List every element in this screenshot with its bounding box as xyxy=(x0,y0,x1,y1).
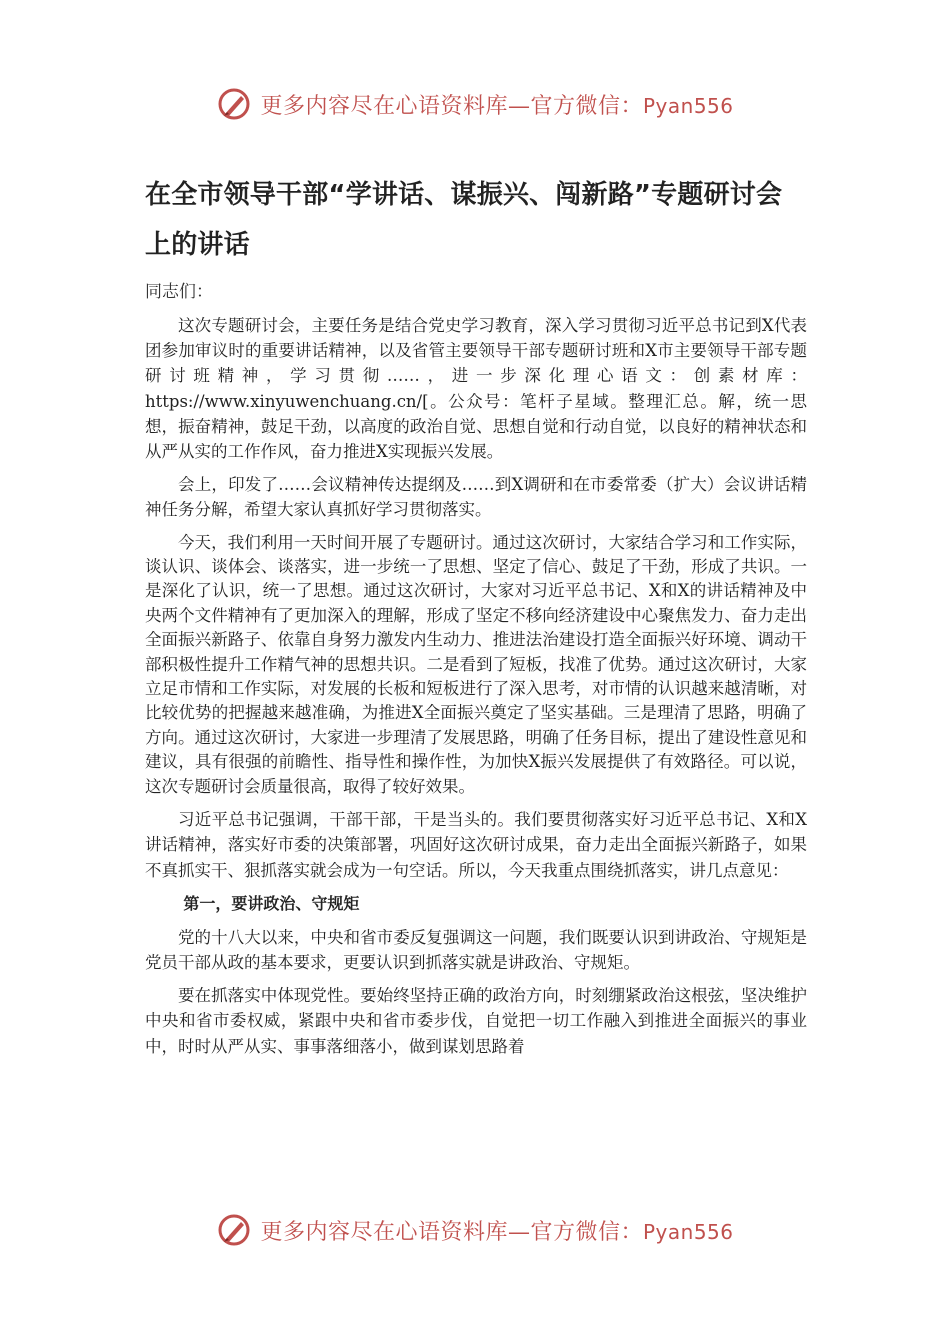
banner-text: 更多内容尽在心语资料库—官方微信：Pyan556 xyxy=(260,93,734,119)
wechat-id: Pyan556 xyxy=(643,1219,734,1244)
pen-seal-icon xyxy=(216,86,252,122)
banner-text: 更多内容尽在心语资料库—官方微信：Pyan556 xyxy=(260,1219,734,1245)
document-body xyxy=(145,170,807,1067)
section-heading: 第一，要讲政治、守规矩 xyxy=(183,893,360,913)
paragraph: 今天，我们利用一天时间开展了专题研讨。通过这次研讨，大家结合学习和工作实际，谈认识、谈体会、谈落实，进一步统一了思想、坚定了信心、鼓足了干劲，形成了共识。一是深化了认识，统一了思想。通过这次研讨，大家对习近平总书记、X和X的讲话精神及中央两个文件精神有了更加深入的理解，形成了坚定不移向经济建设中心聚焦发力、奋力走出全面振兴新路子、依靠自身努力激发内生动力、推进法治建设打造全面振兴好环境、调动干部积极性提升工作精气神的思想共识。二是看到了短板，找准了优势。通过这次研讨，大家立足市情和工作实际，对发展的长板和短板进行了深入思考，对市情的认识越来越清晰，对比较优势的把握越来越准确，为推进X全面振兴奠定了坚实基础。三是理清了思路，明确了方向。通过这次研讨，大家进一步理清了发展思路，明确了任务目标，提出了建设性意见和建议，具有很强的前瞻性、指导性和操作性，为加快X振兴发展提供了有效路径。可以说，这次专题研讨会质量很高，取得了较好效果。 xyxy=(145,532,807,796)
paragraph: 习近平总书记强调，干部干部，干是当头的。我们要贯彻落实好习近平总书记、X和X讲话精神，落实好市委的决策部署，巩固好这次研讨成果，奋力走出全面振兴新路子，如果不真抓实干、狠抓落实就会成为一句空话。所以，今天我重点围绕抓落实，讲几点意见： xyxy=(145,810,807,880)
paragraph: 这次专题研讨会，主要任务是结合党史学习教育，深入学习贯彻习近平总书记到X代表团参加审议时的重要讲话精神，以及省管主要领导干部专题研讨班和X市主要领导干部专题研讨班精神，学习贯彻……，进一步深化理心语文：创素材库：https://www.xinyuwenchuang.cn/[。公众号：笔杆子星域。整理汇总。解，统一思想，振奋精神，鼓足干劲，以高度的政治自觉、思想自觉和行动自觉，以良好的精神状态和从严从实的工作作风，奋力推进X实现振兴发展。 xyxy=(145,316,807,462)
paragraph: 会上，印发了……会议精神传达提纲及……到X调研和在市委常委（扩大）会议讲话精神任务分解，希望大家认真抓好学习贯彻落实。 xyxy=(145,475,807,520)
pen-seal-icon xyxy=(216,1212,252,1248)
paragraph: 党的十八大以来，中央和省市委反复强调这一问题，我们既要认识到讲政治、守规矩是党员干部从政的基本要求，更要认识到抓落实就是讲政治、守规矩。 xyxy=(145,927,807,972)
header-banner xyxy=(0,82,950,126)
wechat-id: Pyan556 xyxy=(643,93,734,118)
salutation: 同志们： xyxy=(145,282,213,302)
document-title: 在全市领导干部“学讲话、谋振兴、闯新路”专题研讨会上的讲话 xyxy=(145,180,783,260)
paragraph: 要在抓落实中体现党性。要始终坚持正确的政治方向，时刻绷紧政治这根弦，坚决维护中央和省市委权威，紧跟中央和省市委步伐，自觉把一切工作融入到推进全面振兴的事业中，时时从严从实、事事落细落小，做到谋划思路着 xyxy=(145,986,807,1056)
footer-banner xyxy=(0,1208,950,1252)
